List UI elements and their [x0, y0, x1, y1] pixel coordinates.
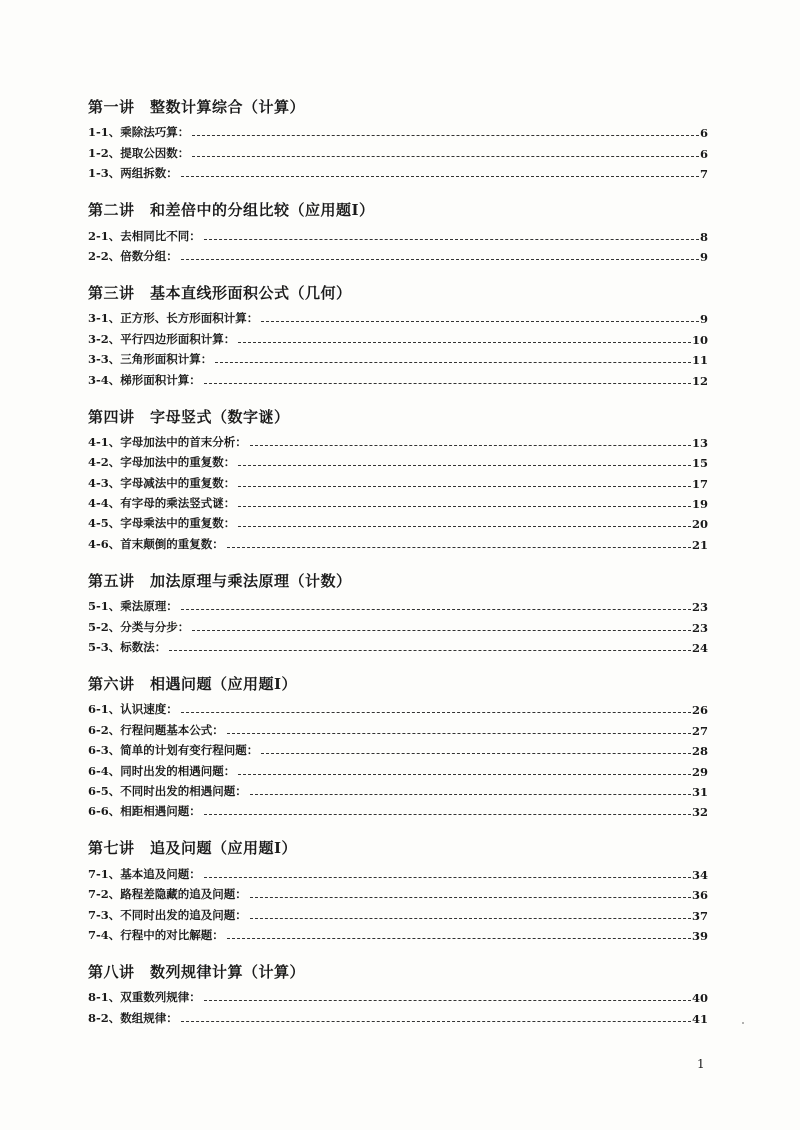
entry-label: 5-1、乘法原理： [88, 599, 178, 614]
entry-label: 4-5、字母乘法中的重复数： [88, 516, 236, 531]
entry-page: 28 [691, 744, 708, 759]
entry-page: 36 [691, 888, 708, 903]
entry-page: 13 [691, 435, 708, 450]
dotted-leader [181, 609, 691, 610]
entry-label: 6-6、相距相遇问题： [88, 804, 201, 819]
chapter [88, 961, 708, 1026]
dotted-leader [181, 1021, 691, 1022]
toc-entry[interactable] [88, 347, 708, 367]
entry-page: 32 [691, 805, 708, 820]
entry-label: 6-2、行程问题基本公式： [88, 722, 224, 737]
entry-label: 7-1、基本追及问题： [88, 866, 201, 881]
entry-page: 6 [699, 146, 708, 161]
entry-page: 10 [691, 332, 708, 347]
entry-page: 37 [691, 908, 708, 923]
toc-entry[interactable] [88, 511, 708, 531]
chapter [88, 570, 708, 655]
dotted-leader [204, 383, 691, 384]
toc-entry[interactable] [88, 799, 708, 819]
toc-entry[interactable] [88, 450, 708, 470]
entry-page: 9 [699, 249, 708, 264]
chapter-title: 第四讲 字母竖式（数字谜） [88, 407, 290, 426]
toc-entry[interactable] [88, 717, 708, 737]
chapter [88, 837, 708, 943]
entry-page: 31 [691, 784, 708, 799]
toc-entry[interactable] [88, 430, 708, 450]
dotted-leader [238, 342, 691, 343]
toc-entry[interactable] [88, 223, 708, 243]
toc-entry[interactable] [88, 902, 708, 922]
entry-label: 6-1、认识速度： [88, 702, 178, 717]
entry-page: 9 [699, 312, 708, 327]
entry-label: 8-2、数组规律： [88, 1010, 178, 1025]
chapter-title: 第六讲 相遇问题（应用题Ⅰ） [88, 675, 298, 694]
toc-entry[interactable] [88, 470, 708, 490]
entry-page: 23 [691, 600, 708, 615]
dotted-leader [181, 176, 699, 177]
entry-page: 19 [691, 497, 708, 512]
entry-page: 15 [691, 456, 708, 471]
entry-label: 4-6、首末颠倒的重复数： [88, 536, 224, 551]
dotted-leader [215, 362, 691, 363]
toc-entry[interactable] [88, 635, 708, 655]
entry-page: 34 [691, 867, 708, 882]
dotted-leader [250, 445, 691, 446]
toc-entry[interactable] [88, 738, 708, 758]
chapter-title: 第三讲 基本直线形面积公式（几何） [88, 283, 352, 302]
entry-label: 4-3、字母减法中的重复数： [88, 475, 236, 490]
entry-page: 11 [691, 353, 708, 368]
entry-page: 20 [691, 517, 708, 532]
toc-entry[interactable] [88, 531, 708, 551]
entry-label: 1-3、两组拆数： [88, 166, 178, 181]
dotted-leader [238, 486, 691, 487]
entry-page: 23 [691, 620, 708, 635]
entry-label: 1-2、提取公因数： [88, 145, 190, 160]
dotted-leader [238, 506, 691, 507]
chapter-title: 第五讲 加法原理与乘法原理（计数） [88, 571, 352, 590]
entry-page: 40 [691, 991, 708, 1006]
entry-label: 7-4、行程中的对比解题： [88, 927, 224, 942]
toc-entry[interactable] [88, 594, 708, 614]
dotted-leader [250, 794, 691, 795]
entry-label: 3-4、梯形面积计算： [88, 372, 201, 387]
toc-entry[interactable] [88, 120, 708, 140]
page-number: 1 [697, 1057, 705, 1071]
entry-page: 39 [691, 928, 708, 943]
chapter-title: 第一讲 整数计算综合（计算） [88, 98, 306, 116]
dotted-leader [250, 918, 691, 919]
chapter [88, 406, 708, 552]
entry-label: 5-3、标数法： [88, 640, 167, 655]
chapter-title: 第八讲 数列规律计算（计算） [88, 962, 306, 981]
entry-page: 12 [691, 373, 708, 388]
entry-page: 29 [691, 764, 708, 779]
toc-entry[interactable] [88, 161, 708, 181]
toc-entry[interactable] [88, 244, 708, 264]
toc-entry[interactable] [88, 1005, 708, 1025]
entry-page: 27 [691, 723, 708, 738]
toc-entry[interactable] [88, 882, 708, 902]
toc-entry[interactable] [88, 367, 708, 387]
entry-page: 26 [691, 703, 708, 718]
dotted-leader [250, 897, 691, 898]
entry-label: 6-4、同时出发的相遇问题： [88, 763, 236, 778]
entry-page: 7 [699, 167, 708, 182]
entry-page: 8 [699, 229, 708, 244]
toc-entry[interactable] [88, 614, 708, 634]
dotted-leader [238, 465, 691, 466]
entry-label: 3-1、正方形、长方形面积计算： [88, 311, 259, 326]
chapter [88, 282, 708, 388]
entry-label: 1-1、乘除法巧算： [88, 125, 190, 140]
dotted-leader [204, 239, 699, 240]
table-of-contents [88, 96, 708, 1044]
toc-entry[interactable] [88, 697, 708, 717]
entry-page: 6 [699, 126, 708, 141]
dotted-leader [238, 774, 691, 775]
dotted-leader [181, 712, 691, 713]
entry-label: 4-1、字母加法中的首末分析： [88, 434, 247, 449]
dotted-leader [181, 259, 699, 260]
scan-speck [742, 1022, 744, 1024]
chapter [88, 673, 708, 819]
toc-entry[interactable] [88, 923, 708, 943]
entry-page: 41 [691, 1011, 708, 1026]
entry-label: 6-3、简单的计划有变行程问题： [88, 743, 259, 758]
chapter-title: 第二讲 和差倍中的分组比较（应用题Ⅰ） [88, 201, 375, 220]
entry-label: 4-4、有字母的乘法竖式谜： [88, 496, 236, 511]
entry-label: 2-2、倍数分组： [88, 248, 178, 263]
entry-label: 5-2、分类与分步： [88, 619, 190, 634]
entry-page: 21 [691, 537, 708, 552]
dotted-leader [192, 156, 699, 157]
entry-label: 7-2、路程差隐藏的追及问题： [88, 887, 247, 902]
chapter [88, 96, 708, 181]
dotted-leader [261, 753, 691, 754]
dotted-leader [204, 877, 691, 878]
entry-label: 3-3、三角形面积计算： [88, 352, 213, 367]
toc-entry[interactable] [88, 861, 708, 881]
dotted-leader [204, 814, 691, 815]
dotted-leader [227, 938, 691, 939]
entry-label: 8-1、双重数列规律： [88, 990, 201, 1005]
entry-page: 24 [691, 641, 708, 656]
toc-entry[interactable] [88, 491, 708, 511]
dotted-leader [169, 650, 691, 651]
dotted-leader [227, 733, 691, 734]
entry-label: 2-1、去相同比不同： [88, 228, 201, 243]
chapter-title: 第七讲 追及问题（应用题Ⅰ） [88, 839, 298, 858]
entry-label: 4-2、字母加法中的重复数： [88, 455, 236, 470]
dotted-leader [204, 1000, 691, 1001]
toc-entry[interactable] [88, 140, 708, 160]
entry-label: 6-5、不同时出发的相遇问题： [88, 783, 247, 798]
chapter [88, 199, 708, 264]
toc-entry[interactable] [88, 985, 708, 1005]
entry-label: 3-2、平行四边形面积计算： [88, 331, 236, 346]
entry-label: 7-3、不同时出发的追及问题： [88, 907, 247, 922]
dotted-leader [192, 135, 699, 136]
dotted-leader [192, 630, 691, 631]
toc-entry[interactable] [88, 326, 708, 346]
toc-entry[interactable] [88, 779, 708, 799]
dotted-leader [238, 526, 691, 527]
entry-page: 17 [691, 476, 708, 491]
toc-entry[interactable] [88, 758, 708, 778]
toc-entry[interactable] [88, 306, 708, 326]
dotted-leader [227, 547, 691, 548]
dotted-leader [261, 321, 699, 322]
